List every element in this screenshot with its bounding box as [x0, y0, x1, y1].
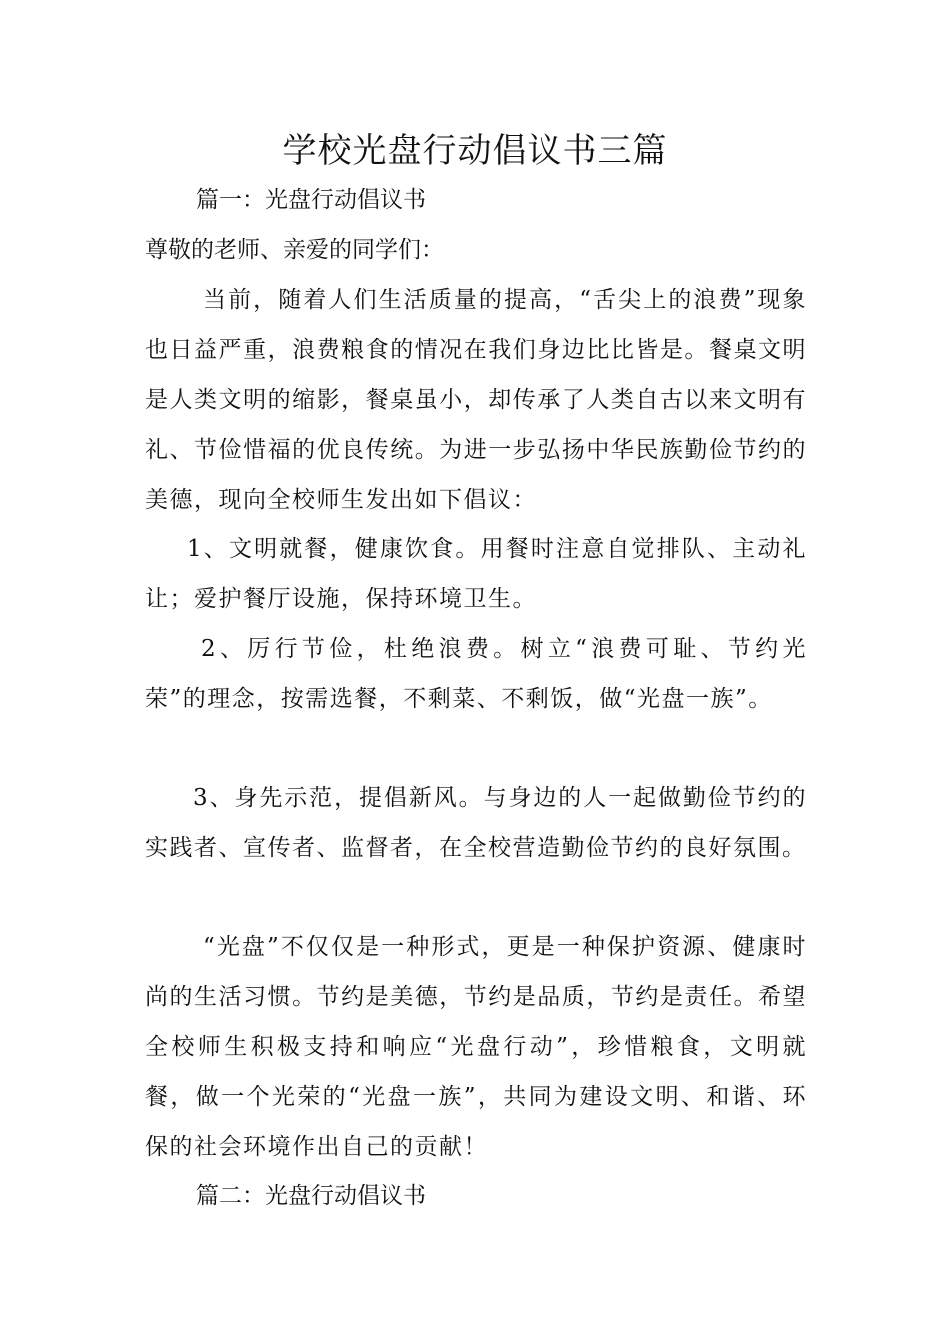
paragraph-point-2: 2、厉行节俭，杜绝浪费。树立“浪费可耻、节约光荣”的理念，按需选餐，不剩菜、不剩饭，做“光盘一族”。 — [145, 636, 807, 712]
document-title: 学校光盘行动倡议书三篇 — [282, 131, 668, 171]
paragraph-intro: 当前，随着人们生活质量的提高，“舌尖上的浪费”现象也日益严重，浪费粮食的情况在我们身边比比皆是。餐桌文明是人类文明的缩影，餐桌虽小，却传承了人类自古以来文明有礼、节俭惜福的优良传统。为进一步弘扬中华民族勤俭节约的美德，现向全校师生发出如下倡议： — [145, 287, 807, 513]
paragraph-point-1: 1、文明就餐，健康饮食。用餐时注意自觉排队、主动礼让；爱护餐厅设施，保持环境卫生。 — [145, 536, 807, 612]
paragraph-conclusion: “光盘”不仅仅是一种形式，更是一种保护资源、健康时尚的生活习惯。节约是美德，节约是品质，节约是责任。希望全校师生积极支持和响应“光盘行动”，珍惜粮食，文明就餐，做一个光荣的“光盘一族”，共同为建设文明、和谐、环保的社会环境作出自己的贡献！ — [145, 934, 807, 1160]
paragraph-point-3: 3、身先示范，提倡新风。与身边的人一起做勤俭节约的实践者、宣传者、监督者，在全校营造勤俭节约的良好氛围。 — [145, 785, 807, 861]
salutation: 尊敬的老师、亲爱的同学们： — [145, 237, 444, 263]
section-heading-2: 篇二：光盘行动倡议书 — [196, 1183, 426, 1209]
section-heading-1: 篇一：光盘行动倡议书 — [196, 187, 426, 213]
